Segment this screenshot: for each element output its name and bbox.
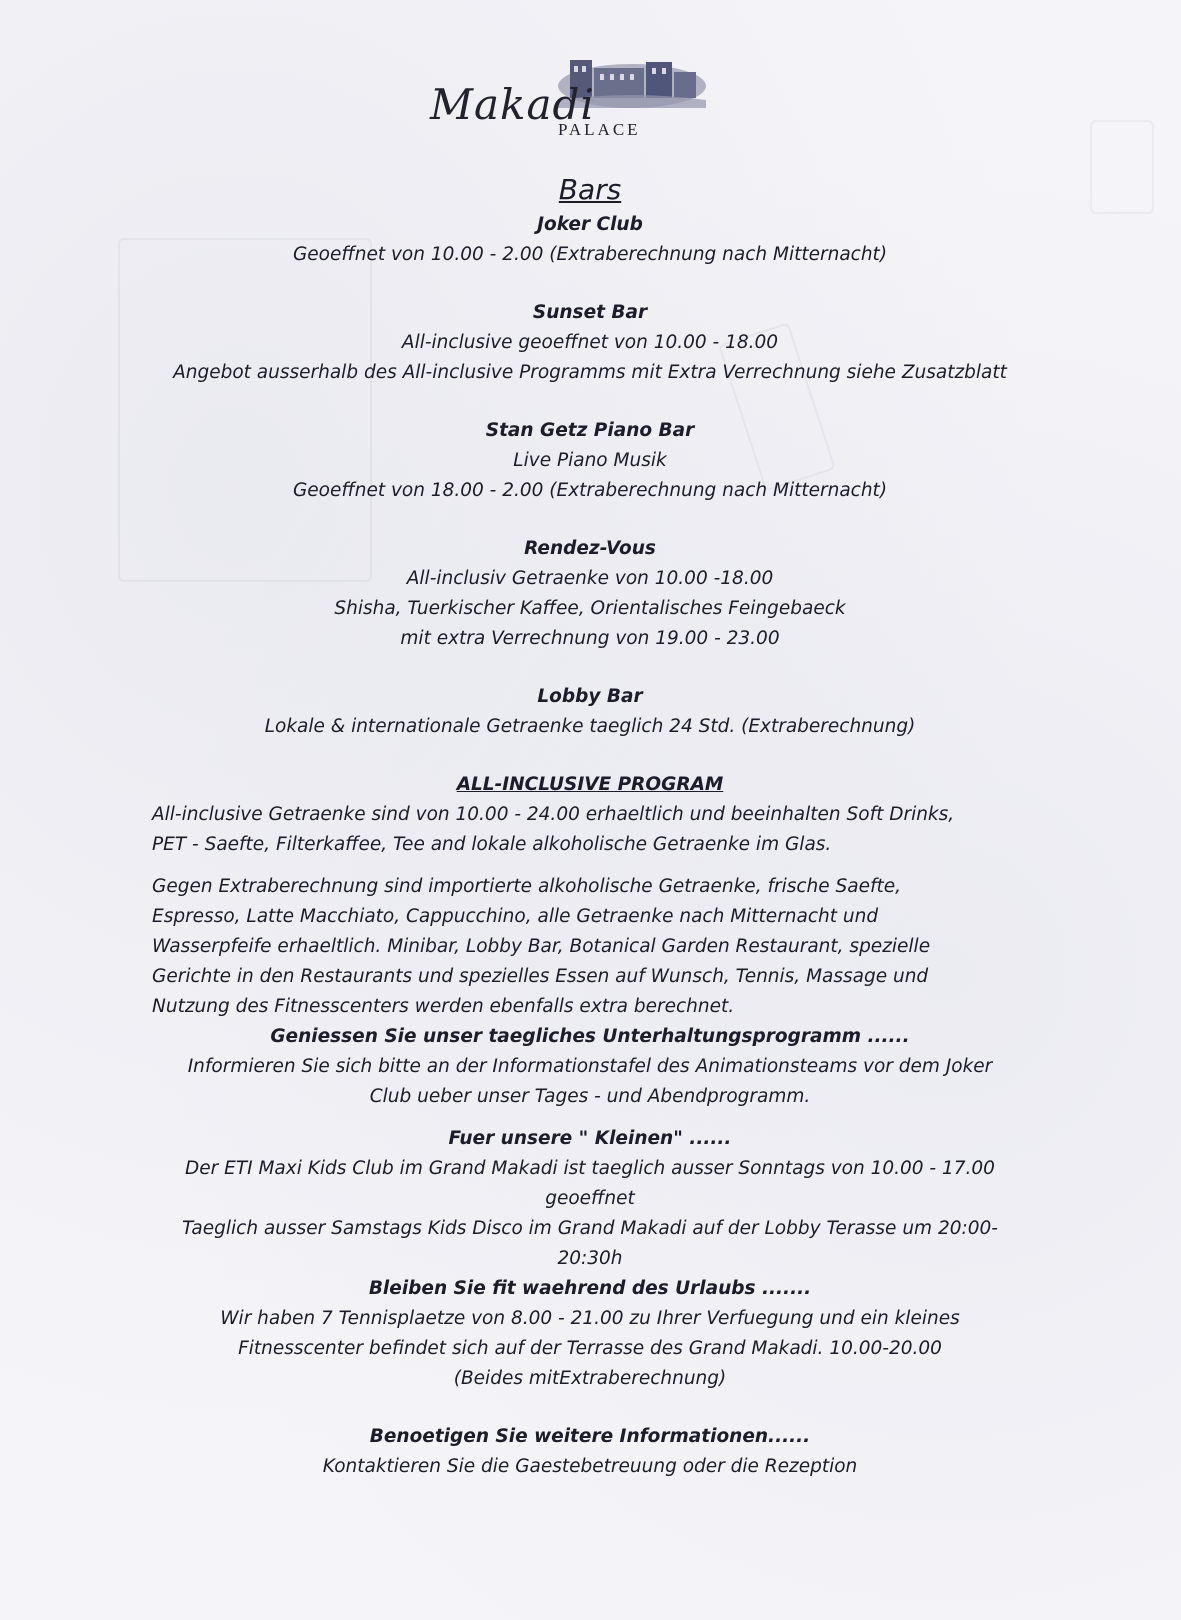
entertainment-title: Geniessen Sie unser taegliches Unterhaltungsprogramm ...... <box>270 1026 910 1047</box>
logo-sub-text: PALACE <box>558 120 641 139</box>
fitness-line-3: (Beides mitExtraberechnung) <box>453 1368 727 1389</box>
paragraph-line: Gerichte in den Restaurants und spezielles Essen auf Wunsch, Tennis, Massage und <box>152 966 929 987</box>
hotel-logo <box>430 52 690 142</box>
sunset-bar-title: Sunset Bar <box>532 302 648 323</box>
sunset-bar-hours: All-inclusive geoeffnet von 10.00 - 18.00 <box>401 332 779 353</box>
kids-line-2: geoeffnet <box>545 1188 635 1209</box>
paragraph-line: All-inclusive Getraenke sind von 10.00 - 24.00 erhaeltlich und beeinhalten Soft Drinks, <box>152 804 955 825</box>
program-paragraph-1 <box>100 800 1080 860</box>
fitness-line-1: Wir haben 7 Tennisplaetze von 8.00 - 21.00 zu Ihrer Verfuegung und ein kleines <box>220 1308 960 1329</box>
paragraph-line: Espresso, Latte Macchiato, Cappucchino, alle Getraenke nach Mitternacht und <box>152 906 879 927</box>
joker-club-title: Joker Club <box>537 214 643 235</box>
joker-club-hours: Geoeffnet von 10.00 - 2.00 (Extraberechnung nach Mitternacht) <box>292 244 888 265</box>
page-title: Bars <box>558 173 622 206</box>
logo-brand-text: Makadi <box>430 80 595 129</box>
piano-bar-title: Stan Getz Piano Bar <box>485 420 695 441</box>
paragraph-line: Wasserpfeife erhaeltlich. Minibar, Lobby Bar, Botanical Garden Restaurant, spezielle <box>152 936 931 957</box>
paragraph-line: PET - Saefte, Filterkaffee, Tee and lokale alkoholische Getraenke im Glas. <box>152 834 832 855</box>
rendez-vous-hours: All-inclusiv Getraenke von 10.00 -18.00 <box>406 568 774 589</box>
document-body <box>100 170 1080 1482</box>
paragraph-line: Nutzung des Fitnesscenters werden ebenfalls extra berechnet. <box>152 996 735 1017</box>
rendez-vous-extra: mit extra Verrechnung von 19.00 - 23.00 <box>400 628 780 649</box>
rendez-vous-title: Rendez-Vous <box>524 538 656 559</box>
fitness-line-2: Fitnesscenter befindet sich auf der Terrasse des Grand Makadi. 10.00-20.00 <box>238 1338 942 1359</box>
kids-title: Fuer unsere " Kleinen" ...... <box>448 1128 732 1149</box>
piano-bar-hours: Geoeffnet von 18.00 - 2.00 (Extraberechnung nach Mitternacht) <box>292 480 888 501</box>
program-paragraph-2 <box>100 872 1080 1022</box>
fitness-title: Bleiben Sie fit waehrend des Urlaubs ....... <box>368 1278 812 1299</box>
info-title: Benoetigen Sie weitere Informationen...... <box>369 1426 811 1447</box>
kids-line-4: 20:30h <box>557 1248 623 1269</box>
rendez-vous-offer: Shisha, Tuerkischer Kaffee, Orientalisches Feingebaeck <box>334 598 846 619</box>
piano-bar-music: Live Piano Musik <box>513 450 667 471</box>
kids-line-1: Der ETI Maxi Kids Club im Grand Makadi ist taeglich ausser Sonntags von 10.00 - 17.00 <box>185 1158 995 1179</box>
program-title: ALL-INCLUSIVE PROGRAM <box>456 774 724 795</box>
show-through-mark <box>1090 120 1154 214</box>
info-line-1: Kontaktieren Sie die Gaestebetreuung oder die Rezeption <box>322 1456 858 1477</box>
lobby-bar-hours: Lokale & internationale Getraenke taeglich 24 Std. (Extraberechnung) <box>264 716 916 737</box>
entertainment-line-1: Informieren Sie sich bitte an der Informationstafel des Animationsteams vor dem Joker <box>187 1056 993 1077</box>
paragraph-line: Gegen Extraberechnung sind importierte alkoholische Getraenke, frische Saefte, <box>152 876 901 897</box>
sunset-bar-note: Angebot ausserhalb des All-inclusive Programms mit Extra Verrechnung siehe Zusatzblatt <box>173 362 1007 383</box>
lobby-bar-title: Lobby Bar <box>537 686 643 707</box>
kids-line-3: Taeglich ausser Samstags Kids Disco im Grand Makadi auf der Lobby Terasse um 20:00- <box>182 1218 998 1239</box>
entertainment-line-2: Club ueber unser Tages - und Abendprogramm. <box>369 1086 811 1107</box>
